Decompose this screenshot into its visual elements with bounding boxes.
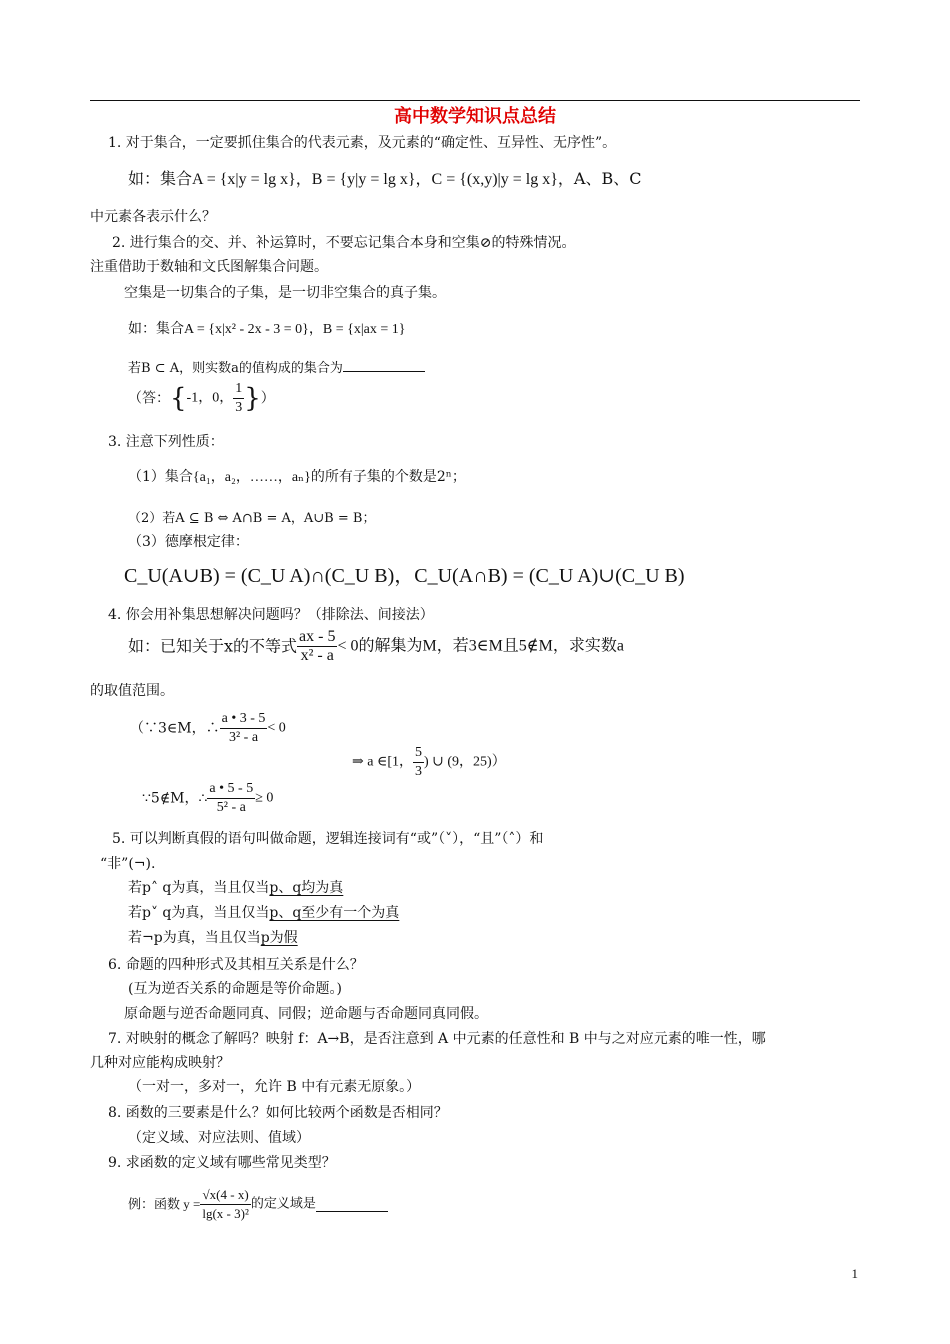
domain-answer-blank [316, 1197, 388, 1212]
s9-domain-fraction: $\frac{√x(4 - x)}{\text{lg(x - 3)²}}$ [202, 1187, 249, 1221]
s2-line2: 注重借助于数轴和文氏图解集合问题。 [90, 259, 328, 275]
s9-line1: 9. 求函数的定义域有哪些常见类型？ [108, 1155, 336, 1171]
s7-line3: （一对一，多对一，允许 B 中有元素无原象。） [128, 1079, 421, 1095]
s5-line1: 5. 可以判断真假的语句叫做命题，逻辑连接词有“或”（˅），“且”（˄）和 [112, 831, 544, 847]
s3-p1-set: a₁，a₂，……，aₙ [199, 470, 305, 485]
page-title: 高中数学知识点总结 [394, 106, 556, 127]
s1-example: 如：集合A = {x|y = lg x}，B = {y|y = lg x}，C = {(x,y)|y = lg x}，A、B、C [128, 169, 642, 188]
s1-line3: 中元素各表示什么？ [90, 209, 216, 225]
s4-example: 如：已知关于x的不等式 $\frac{ax - 5}{\text{x² - a}}$ < 0的解集为M，若3∈M且5∉M，求实数a [128, 628, 624, 664]
s4-reason2: ∵5∉M，∴ $\frac{a • 5 - 5}{\text{5² - a}}$ ≥ 0 [142, 781, 274, 815]
demorgan-formula: C_U(A∪B) = (C_U A)∩(C_U B)，C_U(A∩B) = (C_U A)∪(C_U B) [124, 565, 685, 587]
s7-line2: 几种对应能构成映射？ [90, 1055, 230, 1071]
s5-and-rule: 若p˄ q为真，当且仅当p、q均为真 [128, 880, 344, 896]
s3-p3: （3）德摩根定律： [128, 534, 249, 550]
s6-line1: 6. 命题的四种形式及其相互关系是什么？ [108, 957, 364, 973]
page-number: 1 [851, 1266, 858, 1281]
header-rule [90, 100, 860, 101]
s2-line3: 空集是一切集合的子集，是一切非空集合的真子集。 [124, 285, 446, 301]
s4-reason1: （∵3∈M，∴ $\frac{a • 3 - 5}{\text{3² - a}}$ < 0 [130, 711, 286, 745]
s2-setB: B = {x|ax = 1} [322, 322, 406, 337]
s3-p1: （1）集合{a₁，a₂，……，aₙ}的所有子集的个数是2ⁿ； [128, 469, 466, 485]
s1-setC: C = {(x,y)|y = lg x} [431, 171, 558, 188]
s4-result: ⇒ a ∈[1， $\frac{5}{3}$ ) ∪ (9，25)） [352, 745, 506, 779]
s6-line2: (互为逆否关系的命题是等价命题。) [128, 981, 342, 997]
s9-example: 例：函数 y = $\frac{√x(4 - x)}{\text{lg(x - 3)²}}$ 的定义域是 [128, 1186, 388, 1232]
s8-line2: （定义域、对应法则、值域） [128, 1130, 310, 1146]
s2-example: 如：集合A = {x|x² - 2x - 3 = 0}，B = {x|ax = 1} [128, 321, 406, 337]
s5-not-rule: 若¬p为真，当且仅当p为假 [128, 930, 298, 946]
s2-line1: 2. 进行集合的交、并、补运算时，不要忘记集合本身和空集⊘的特殊情况。 [112, 235, 576, 251]
s3-line1: 3. 注意下列性质： [108, 434, 224, 450]
s4-inequality-fraction: $\frac{ax - 5}{\text{x² - a}}$ [299, 628, 336, 664]
s3-p2: （2）若A ⊆ B ⇔ A∩B = A，A∪B = B； [128, 511, 376, 526]
s6-line3: 原命题与逆否命题同真、同假；逆命题与否命题同真同假。 [124, 1006, 488, 1022]
s5-or-rule: 若p˅ q为真，当且仅当p、q至少有一个为真 [128, 905, 400, 921]
s1-line1: 1. 对于集合，一定要抓住集合的代表元素，及元素的“确定性、互异性、无序性”。 [108, 135, 617, 151]
s8-line1: 8. 函数的三要素是什么？如何比较两个函数是否相同？ [108, 1105, 448, 1121]
s1-setB: B = {y|y = lg x} [311, 171, 416, 188]
s7-line1: 7. 对映射的概念了解吗？映射 f：A→B，是否注意到 A 中元素的任意性和 B 中与之对应元素的唯一性，哪 [108, 1031, 766, 1047]
s2-answer-fraction: $\frac{1}{3}$ [235, 381, 243, 415]
s2-question: 若B ⊂ A，则实数a的值构成的集合为 [128, 357, 425, 378]
s5-line2: “非”(¬). [100, 856, 156, 872]
s4-line1: 4. 你会用补集思想解决问题吗？（排除法、间接法） [108, 607, 434, 623]
s2-answer: （答：{-1，0， $\frac{1}{3}$ }） [128, 381, 275, 415]
answer-blank [343, 357, 425, 372]
s2-setA: A = {x|x² - 2x - 3 = 0} [184, 322, 309, 337]
s1-setA: A = {x|y = lg x} [192, 171, 296, 188]
s4-line3: 的取值范围。 [90, 683, 174, 699]
